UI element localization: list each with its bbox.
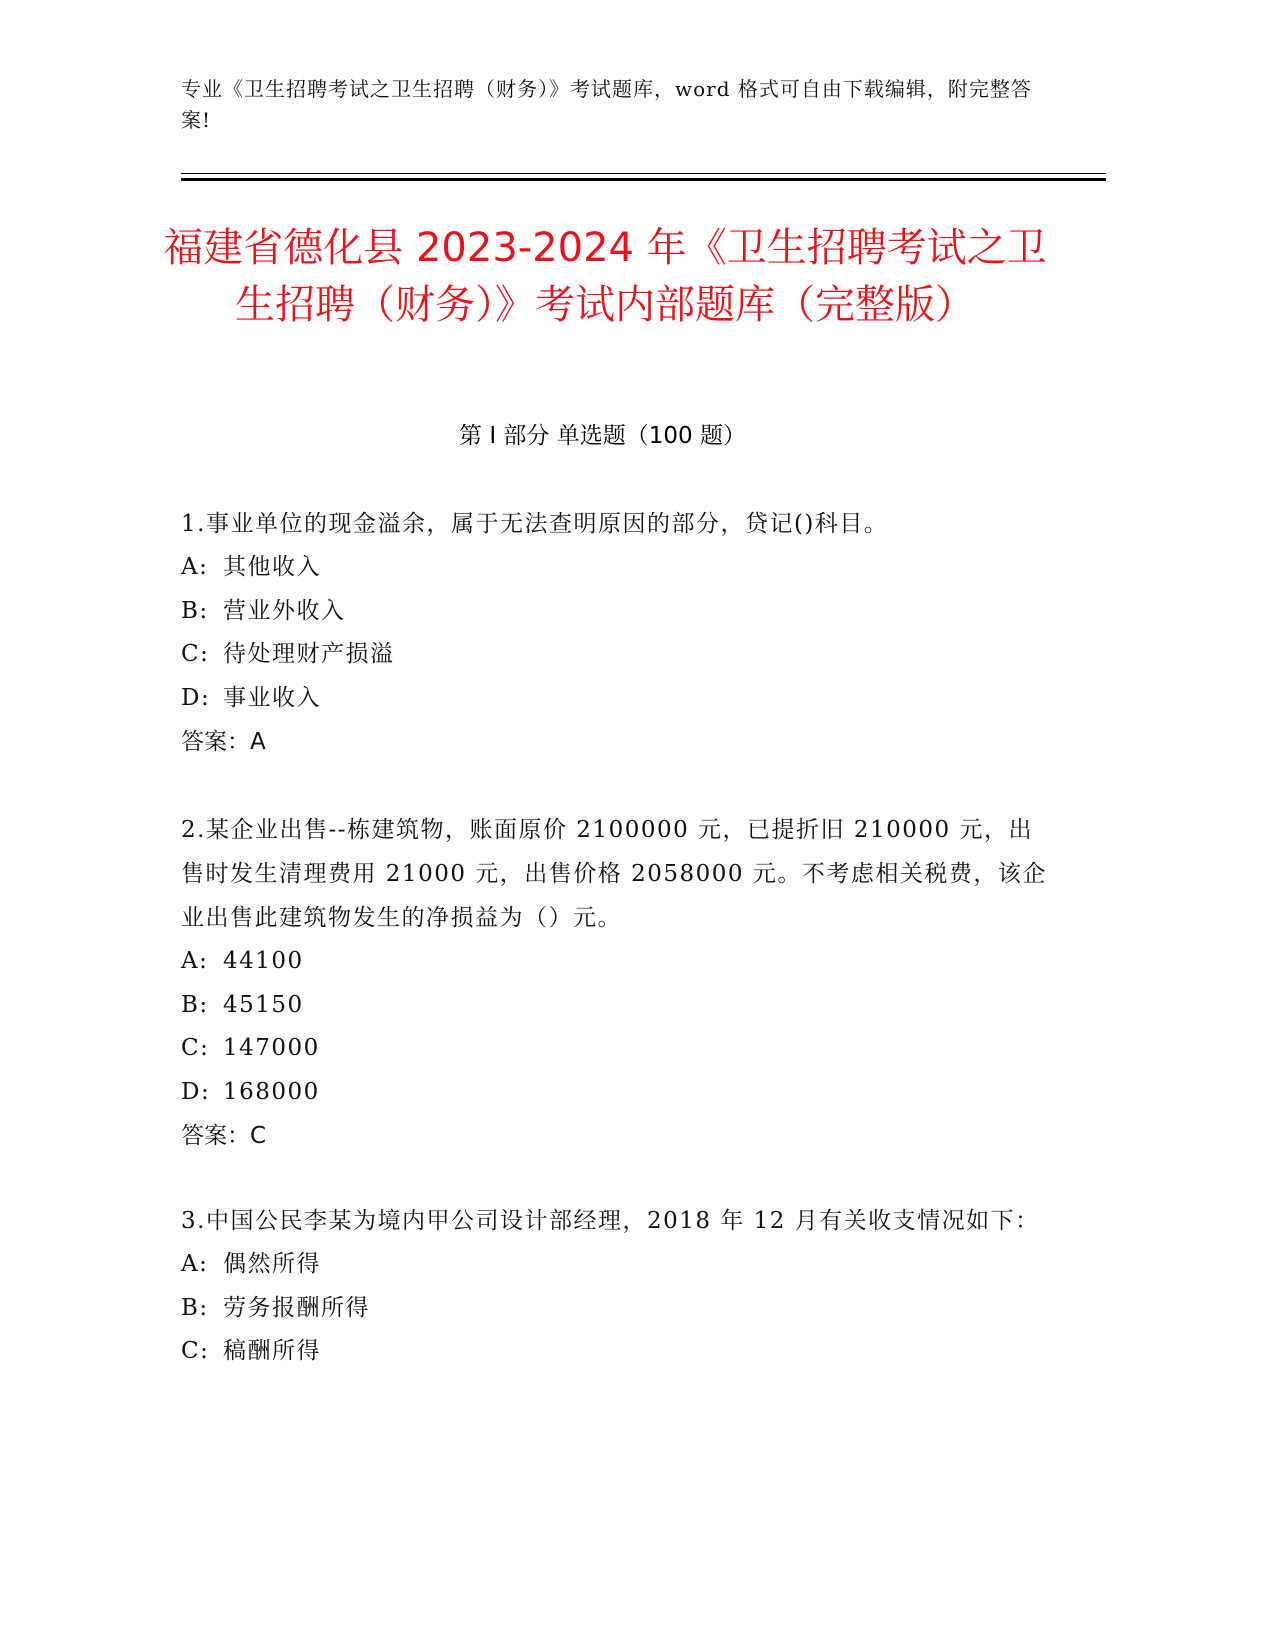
option-text: 营业外收入	[223, 597, 346, 624]
option-text: 事业收入	[223, 684, 321, 711]
question-stem: 1.事业单位的现金溢余，属于无法查明原因的部分，贷记()科目。	[181, 511, 889, 537]
answer-line: 答案：A	[181, 729, 266, 755]
header-rule-thick	[181, 178, 1106, 181]
document-title: 福建省德化县 2023-2024 年《卫生招聘考试之卫生招聘（财务）》考试内部题库（完整版）	[163, 225, 1047, 328]
option-b	[181, 590, 1051, 634]
option-letter: B:	[181, 1294, 209, 1321]
option-c	[181, 633, 1051, 677]
answer-line: 答案：C	[181, 1123, 267, 1149]
option-a	[181, 940, 1051, 984]
option-c	[181, 1330, 1051, 1374]
option-text: 168000	[223, 1078, 320, 1105]
option-d	[181, 677, 1051, 721]
option-c	[181, 1027, 1051, 1071]
question-stem: 3.中国公民李某为境内甲公司设计部经理，2018 年 12 月有关收支情况如下：	[181, 1208, 1040, 1234]
option-text: 147000	[223, 1035, 320, 1061]
header-note: 专业《卫生招聘考试之卫生招聘（财务）》考试题库，word 格式可自由下载编辑，附完整答案!	[181, 77, 1032, 132]
header-rule-thin	[181, 173, 1106, 174]
option-text: 其他收入	[223, 554, 321, 580]
question-3	[181, 1199, 1051, 1374]
option-text: 偶然所得	[223, 1251, 321, 1277]
option-letter: D:	[181, 1078, 211, 1105]
option-letter: B:	[181, 991, 209, 1018]
question-1	[181, 502, 1051, 764]
option-letter: A:	[181, 1251, 209, 1277]
option-text: 待处理财产损溢	[223, 641, 395, 667]
option-letter: A:	[181, 948, 209, 974]
option-text: 44100	[223, 948, 304, 974]
option-letter: C:	[181, 1338, 210, 1364]
option-letter: C:	[181, 1035, 210, 1061]
option-text: 稿酬所得	[223, 1338, 321, 1364]
option-b	[181, 1287, 1051, 1331]
option-letter: A:	[181, 554, 209, 580]
section-heading: 第 I 部分 单选题（100 题）	[459, 423, 746, 449]
option-a	[181, 1243, 1051, 1287]
option-a	[181, 546, 1051, 590]
option-letter: B:	[181, 597, 209, 624]
question-stem: 2.某企业出售--栋建筑物，账面原价 2100000 元，已提折旧 210000 元，出售时发生清理费用 21000 元，出售价格 2058000 元。不考虑相关税费，该企业出售此建筑物发生的净损益为（）元。	[181, 817, 1047, 931]
option-letter: C:	[181, 641, 210, 667]
option-d	[181, 1071, 1051, 1115]
option-text: 劳务报酬所得	[223, 1294, 370, 1321]
option-b	[181, 984, 1051, 1028]
option-letter: D:	[181, 684, 211, 711]
option-text: 45150	[223, 991, 304, 1018]
question-2	[181, 808, 1051, 1158]
